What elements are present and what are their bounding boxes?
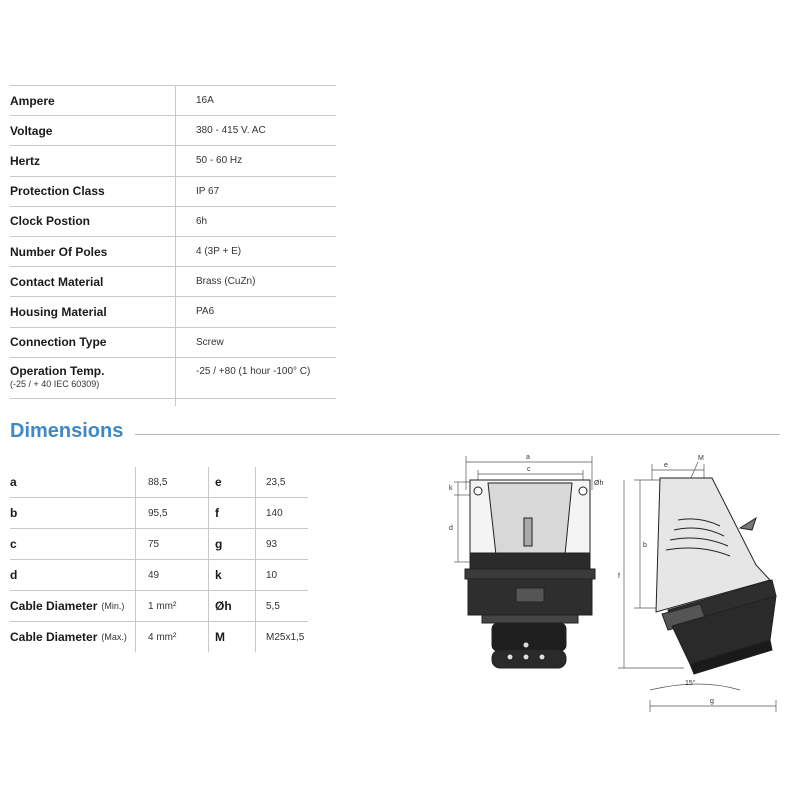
- dim-row: [10, 591, 308, 622]
- dim-value: M25x1,5: [255, 622, 308, 652]
- dim-row: [10, 498, 308, 529]
- dim-value: 49: [135, 560, 208, 590]
- spec-label: Clock Postion: [10, 214, 91, 229]
- spec-label: Connection Type: [10, 335, 107, 350]
- dim-row: [10, 467, 308, 498]
- dim-row: [10, 529, 308, 560]
- dim-label: e: [208, 467, 255, 497]
- spec-value: 4 (3P + E): [175, 237, 336, 266]
- dim-label: k: [208, 560, 255, 590]
- spec-value: PA6: [175, 297, 336, 326]
- spec-label: Number Of Poles: [10, 244, 108, 259]
- dim-label-M: M: [698, 455, 704, 462]
- spec-label: Housing Material: [10, 304, 107, 319]
- technical-drawing: [440, 450, 790, 720]
- spec-row-operation-temp: [10, 358, 336, 399]
- spec-row-contact-material: [10, 267, 336, 297]
- heading-rule: [135, 434, 780, 435]
- dim-label-angle: 15°: [685, 680, 696, 687]
- spec-value: Brass (CuZn): [175, 267, 336, 296]
- spec-value: 16A: [175, 86, 336, 115]
- dim-label-e: e: [664, 462, 668, 469]
- spec-row-number-of-poles: [10, 237, 336, 267]
- spec-label: Operation Temp.: [10, 363, 105, 378]
- dim-note: (Max.): [101, 632, 127, 642]
- dim-row: [10, 560, 308, 591]
- spec-label: Protection Class: [10, 184, 105, 199]
- side-view: [656, 478, 776, 674]
- dim-label-h: Øh: [594, 480, 604, 487]
- dim-value: 1 mm²: [135, 591, 208, 621]
- dim-label: f: [208, 498, 255, 528]
- dim-value: 140: [255, 498, 308, 528]
- spec-row-voltage: [10, 116, 336, 146]
- spec-row-connection-type: [10, 328, 336, 358]
- dim-label: c: [10, 537, 17, 551]
- spec-label-block: [10, 358, 175, 389]
- dim-row: [10, 622, 308, 652]
- dim-label: Cable Diameter: [10, 599, 98, 613]
- spec-label: Voltage: [10, 123, 53, 138]
- spec-row-protection-class: [10, 177, 336, 207]
- spec-label: Contact Material: [10, 274, 104, 289]
- spec-value: 380 - 415 V. AC: [175, 116, 336, 145]
- spec-row-ampere: [10, 85, 336, 116]
- spec-row-housing-material: [10, 297, 336, 327]
- dim-label: a: [10, 475, 17, 489]
- dim-label: Øh: [208, 591, 255, 621]
- front-view: [465, 480, 595, 668]
- dim-label-c: c: [527, 466, 531, 473]
- dim-value: 4 mm²: [135, 622, 208, 652]
- dim-value: 10: [255, 560, 308, 590]
- dim-label: Cable Diameter: [10, 630, 98, 644]
- dim-note: (Min.): [101, 601, 125, 611]
- spec-value: 6h: [175, 207, 336, 236]
- spec-label: Hertz: [10, 153, 41, 168]
- dim-label-f: f: [618, 573, 620, 580]
- specification-table: [10, 85, 336, 399]
- spec-sub-label: (-25 / + 40 IEC 60309): [10, 378, 100, 389]
- dim-label: g: [208, 529, 255, 559]
- spec-value: Screw: [175, 328, 336, 357]
- dim-value: 93: [255, 529, 308, 559]
- dim-value: 88,5: [135, 467, 208, 497]
- dim-label-block: [10, 591, 135, 621]
- spec-label: Ampere: [10, 93, 55, 108]
- dim-value: 23,5: [255, 467, 308, 497]
- dim-value: 95,5: [135, 498, 208, 528]
- spec-value: IP 67: [175, 177, 336, 206]
- dim-value: 5,5: [255, 591, 308, 621]
- dim-label-d: d: [449, 525, 453, 532]
- spec-value: -25 / +80 (1 hour -100° C): [175, 358, 336, 406]
- dim-label-block: [10, 622, 135, 652]
- dim-value: 75: [135, 529, 208, 559]
- dim-label-b: b: [643, 542, 647, 549]
- spec-value: 50 - 60 Hz: [175, 146, 336, 175]
- dim-label: M: [208, 622, 255, 652]
- dim-label-g: g: [710, 698, 714, 705]
- spec-row-clock-position: [10, 207, 336, 237]
- dim-label: d: [10, 568, 18, 582]
- dimensions-heading: Dimensions: [10, 420, 124, 442]
- dim-label-a: a: [526, 454, 530, 461]
- dim-label: b: [10, 506, 18, 520]
- dimensions-table: [10, 467, 308, 652]
- spec-row-hertz: [10, 146, 336, 176]
- dim-label-k: k: [449, 485, 453, 492]
